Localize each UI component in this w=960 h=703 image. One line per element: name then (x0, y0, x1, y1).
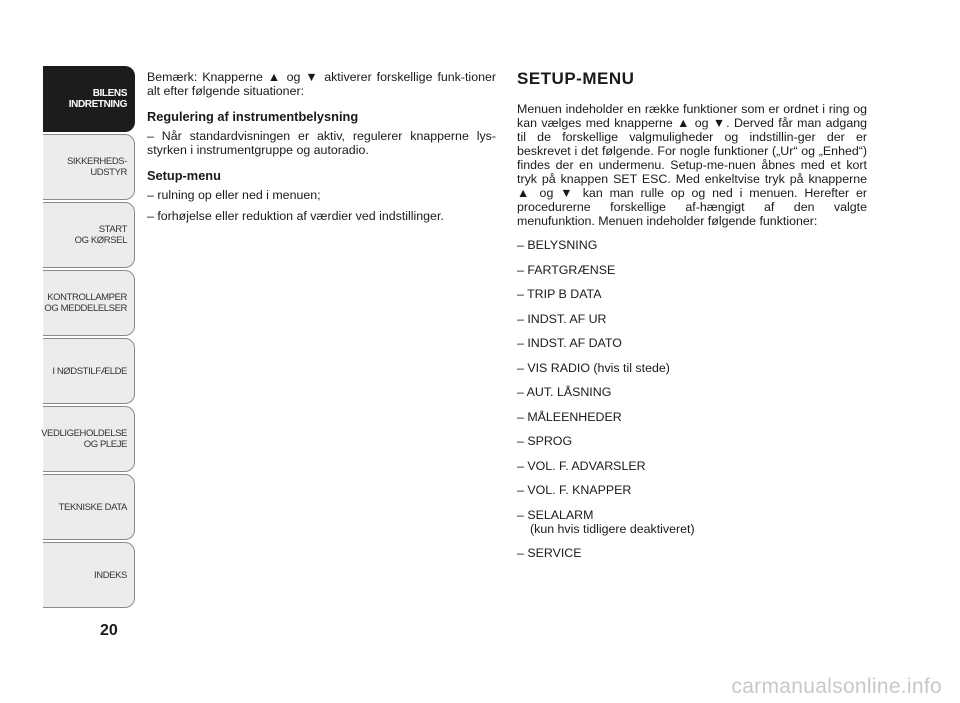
tab-vedligeholdelse[interactable]: VEDLIGEHOLDELSE OG PLEJE (43, 406, 135, 472)
tab-tekniske-data[interactable]: TEKNISKE DATA (43, 474, 135, 540)
list-item (517, 508, 867, 536)
list-item: – SERVICE (517, 546, 582, 560)
tab-sikkerhedsudstyr[interactable]: SIKKERHEDS- UDSTYR (43, 134, 135, 200)
list-item: – INDST. AF DATO (517, 336, 622, 350)
list-item-note: (kun hvis tidligere deaktiveret) (530, 521, 695, 536)
menu-function-list (517, 238, 867, 560)
list-item: – VIS RADIO (hvis til stede) (517, 360, 670, 375)
list-item: – SPROG (517, 434, 573, 448)
tab-bilens-indretning[interactable]: BILENS INDRETNING (43, 66, 135, 132)
section-heading-belysning: Regulering af instrumentbelysning (147, 109, 359, 124)
note-paragraph: Bemærk: Knapperne ▲ og ▼ aktiverer forskellige funk-tioner alt efter følgende situationer: (147, 70, 496, 98)
tab-kontrollamper[interactable]: KONTROLLAMPER OG MEDDELELSER (43, 270, 135, 336)
tab-i-nodstilfaelde[interactable]: I NØDSTILFÆLDE (43, 338, 135, 404)
page-number: 20 (100, 622, 118, 639)
list-item: – INDST. AF UR (517, 311, 607, 326)
tab-start-og-korsel[interactable]: START OG KØRSEL (43, 202, 135, 268)
tab-indeks[interactable]: INDEKS (43, 542, 135, 608)
intro-paragraph: Menuen indeholder en række funktioner som er ordnet i ring og kan vælges med knapperne ▲ og ▼. Derved får man adgang til de forskellige valgmuligheder og indstillin-ger der er beskrevet i det følgende. For nogle funktioner („Ur“ og „Enhed“) findes der en undermenu. Setup-me-nuen åbnes med et kort tryk på knappen SET ESC. Med enkeltvise tryk på knapperne ▲ og ▼ kan man rulle op og ned i menuen. Herefter er procedurerne forskellige af-hængigt af den valgte menufunktion. Menuen indeholder følgende funktioner: (517, 102, 867, 228)
list-item: – VOL. F. ADVARSLER (517, 458, 646, 473)
setup-item-scroll: – rulning op eller ned i menuen; (147, 188, 321, 202)
left-column (147, 70, 496, 223)
list-item: – FARTGRÆNSE (517, 262, 616, 277)
section-heading-setup: Setup-menu (147, 168, 221, 183)
list-item: – AUT. LÅSNING (517, 385, 612, 399)
section-text-belysning: – Når standardvisningen er aktiv, regulerer knapperne lys-styrken i instrumentgruppe og autoradio. (147, 129, 496, 157)
list-item: – VOL. F. KNAPPER (517, 483, 632, 497)
list-item: – TRIP B DATA (517, 287, 602, 301)
right-column (517, 70, 867, 571)
setup-item-values: – forhøjelse eller reduktion af værdier ved indstillinger. (147, 209, 444, 223)
list-item-text: – SELALARM (517, 507, 594, 522)
chapter-sidebar (43, 66, 135, 610)
list-item: – MÅLEENHEDER (517, 409, 622, 424)
page-title: SETUP-MENU (517, 69, 635, 88)
list-item: – BELYSNING (517, 238, 598, 252)
watermark: carmanualsonline.info (731, 675, 942, 698)
